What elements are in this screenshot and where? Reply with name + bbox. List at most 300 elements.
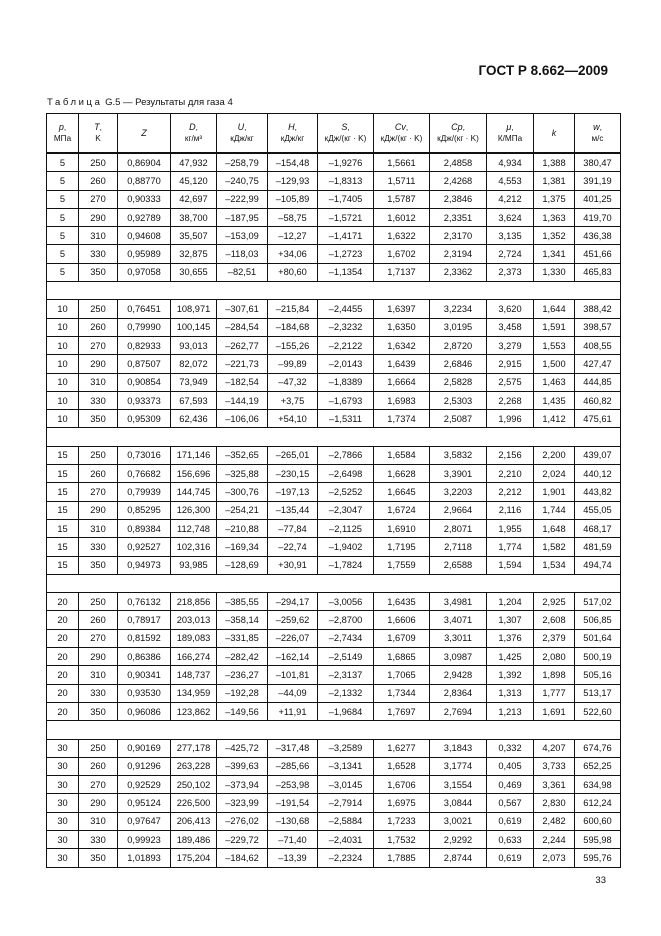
table-cell: 522,60 (575, 702, 621, 720)
table-cell: 1,412 (534, 410, 575, 428)
table-cell: 1,5661 (374, 153, 430, 172)
table-cell: 419,70 (575, 208, 621, 226)
table-cell: –58,75 (268, 208, 318, 226)
table-cell: 156,696 (171, 465, 217, 483)
table-cell: 2,3846 (430, 190, 487, 208)
table-cell: 330 (79, 538, 118, 556)
table-cell: 2,3194 (430, 245, 487, 263)
table-cell: 0,97058 (118, 263, 171, 281)
table-cell: +34,06 (268, 245, 318, 263)
table-cell: –2,7434 (318, 629, 374, 647)
table-cell: 10 (47, 336, 79, 354)
table-cell: 1,6350 (374, 318, 430, 336)
column-unit: МПа (53, 134, 72, 143)
table-cell: 1,7697 (374, 702, 430, 720)
table-cell: 440,12 (575, 465, 621, 483)
table-cell: –82,51 (217, 263, 268, 281)
table-cell: –2,3137 (318, 666, 374, 684)
table-cell: 2,7694 (430, 702, 487, 720)
table-cell: –259,62 (268, 611, 318, 629)
table-cell: –22,74 (268, 538, 318, 556)
table-cell: 1,6645 (374, 483, 430, 501)
table-cell: 270 (79, 190, 118, 208)
table-cell: 47,932 (171, 153, 217, 172)
table-cell: 3,620 (487, 300, 534, 318)
table-cell: 108,971 (171, 300, 217, 318)
table-cell: 2,8744 (430, 849, 487, 867)
table-cell: 350 (79, 849, 118, 867)
column-symbol: T (94, 122, 100, 132)
table-cell: 1,313 (487, 684, 534, 702)
table-cell: 1,6606 (374, 611, 430, 629)
table-cell: 1,6910 (374, 519, 430, 537)
table-row (47, 776, 621, 794)
table-cell: 0,85295 (118, 501, 171, 519)
table-row (47, 153, 621, 172)
table-cell: 500,19 (575, 648, 621, 666)
table-cell: –128,69 (217, 556, 268, 574)
table-cell: –2,5149 (318, 648, 374, 666)
table-cell: –2,5884 (318, 812, 374, 830)
table-cell: 3,2203 (430, 483, 487, 501)
table-cell: 218,856 (171, 593, 217, 611)
table-cell: 20 (47, 648, 79, 666)
table-cell: –99,89 (268, 355, 318, 373)
table-cell: –265,01 (268, 446, 318, 464)
table-cell: 2,080 (534, 648, 575, 666)
table-cell: 0,94973 (118, 556, 171, 574)
table-cell: 2,8071 (430, 519, 487, 537)
table-cell: 290 (79, 355, 118, 373)
table-cell: 250 (79, 739, 118, 757)
table-row (47, 519, 621, 537)
table-cell: –1,8313 (318, 172, 374, 190)
table-cell: 600,60 (575, 812, 621, 830)
table-cell: 1,6702 (374, 245, 430, 263)
table-cell: 2,212 (487, 483, 534, 501)
table-cell: 20 (47, 611, 79, 629)
caption-prefix: Таблица (47, 97, 103, 108)
column-unit: К/МПа (497, 134, 523, 143)
table-cell: 0,95124 (118, 794, 171, 812)
table-cell: –155,26 (268, 336, 318, 354)
column-header (534, 114, 575, 154)
table-cell: –399,63 (217, 757, 268, 775)
table-cell: 2,6588 (430, 556, 487, 574)
table-cell: 3,5832 (430, 446, 487, 464)
table-cell: 2,915 (487, 355, 534, 373)
table-cell: 634,98 (575, 776, 621, 794)
table-cell: 15 (47, 483, 79, 501)
table-cell: 1,6709 (374, 629, 430, 647)
table-cell: –1,2723 (318, 245, 374, 263)
table-cell: –2,4455 (318, 300, 374, 318)
table-cell: 0,79939 (118, 483, 171, 501)
table-cell: 1,6435 (374, 593, 430, 611)
table-cell: 0,95989 (118, 245, 171, 263)
table-cell: 20 (47, 684, 79, 702)
table-cell: 5 (47, 172, 79, 190)
table-cell: 2,116 (487, 501, 534, 519)
table-cell: 0,332 (487, 739, 534, 757)
table-row (47, 702, 621, 720)
table-cell: 20 (47, 629, 79, 647)
table-cell: 10 (47, 410, 79, 428)
table-cell: 0,86386 (118, 648, 171, 666)
table-cell: 3,0844 (430, 794, 487, 812)
table-row (47, 190, 621, 208)
table-cell: 0,95309 (118, 410, 171, 428)
table-row (47, 684, 621, 702)
table-cell: 15 (47, 501, 79, 519)
table-cell: 0,88770 (118, 172, 171, 190)
table-cell: 1,7344 (374, 684, 430, 702)
table-cell: 1,307 (487, 611, 534, 629)
page-number: 33 (595, 875, 606, 886)
table-cell: 501,64 (575, 629, 621, 647)
table-cell: 3,458 (487, 318, 534, 336)
table-cell: 595,98 (575, 830, 621, 848)
table-cell: –44,09 (268, 684, 318, 702)
table-cell: 30 (47, 794, 79, 812)
table-cell: –1,5311 (318, 410, 374, 428)
table-cell: –71,40 (268, 830, 318, 848)
table-cell: 310 (79, 519, 118, 537)
table-cell: 1,744 (534, 501, 575, 519)
table-cell: 3,0987 (430, 648, 487, 666)
table-cell: 260 (79, 611, 118, 629)
table-cell: –2,1125 (318, 519, 374, 537)
table-row (47, 172, 621, 190)
table-cell: 3,733 (534, 757, 575, 775)
table-cell: 481,59 (575, 538, 621, 556)
table-cell: 2,608 (534, 611, 575, 629)
table-cell: –240,75 (217, 172, 268, 190)
table-cell: 443,82 (575, 483, 621, 501)
table-cell: 1,213 (487, 702, 534, 720)
table-cell: 1,644 (534, 300, 575, 318)
table-cell: 38,700 (171, 208, 217, 226)
table-cell: –294,17 (268, 593, 318, 611)
table-cell: 15 (47, 538, 79, 556)
table-cell: 1,7532 (374, 830, 430, 848)
column-symbol: k (551, 127, 557, 138)
table-cell: 0,405 (487, 757, 534, 775)
table-cell: –162,14 (268, 648, 318, 666)
table-cell: +54,10 (268, 410, 318, 428)
table-cell: 475,61 (575, 410, 621, 428)
table-row (47, 611, 621, 629)
table-cell: 436,38 (575, 227, 621, 245)
table-cell: 0,81592 (118, 629, 171, 647)
table-cell: –2,2324 (318, 849, 374, 867)
table-cell: +30,91 (268, 556, 318, 574)
table-cell: 0,469 (487, 776, 534, 794)
table-cell: 1,6342 (374, 336, 430, 354)
table-cell: 350 (79, 702, 118, 720)
table-cell: 1,7137 (374, 263, 430, 281)
table-cell: 250 (79, 446, 118, 464)
table-cell: 1,425 (487, 648, 534, 666)
table-cell: 1,330 (534, 263, 575, 281)
table-cell: –144,19 (217, 391, 268, 409)
table-cell: –3,2589 (318, 739, 374, 757)
table-cell: 0,89384 (118, 519, 171, 537)
table-cell: 652,25 (575, 757, 621, 775)
table-cell: –47,32 (268, 373, 318, 391)
table-cell: 1,6628 (374, 465, 430, 483)
table-cell: 1,500 (534, 355, 575, 373)
table-cell: 398,57 (575, 318, 621, 336)
table-cell: 15 (47, 446, 79, 464)
table-cell: 0,90333 (118, 190, 171, 208)
table-cell: 0,90169 (118, 739, 171, 757)
table-cell: –2,8700 (318, 611, 374, 629)
table-row (47, 739, 621, 757)
table-cell: –105,89 (268, 190, 318, 208)
table-cell: 2,6846 (430, 355, 487, 373)
table-cell: 1,534 (534, 556, 575, 574)
table-cell: 3,0195 (430, 318, 487, 336)
results-table (46, 113, 621, 868)
table-cell: –153,09 (217, 227, 268, 245)
table-cell: 0,92789 (118, 208, 171, 226)
table-cell: 148,737 (171, 666, 217, 684)
table-cell: 401,25 (575, 190, 621, 208)
table-cell: –1,9402 (318, 538, 374, 556)
table-cell: 1,341 (534, 245, 575, 263)
column-unit: кг/м³ (184, 134, 203, 143)
table-cell: 93,985 (171, 556, 217, 574)
table-cell: 5 (47, 263, 79, 281)
column-header: w, м/с (575, 114, 621, 154)
table-cell: 2,482 (534, 812, 575, 830)
group-separator-row (47, 721, 621, 739)
table-cell: 0,86904 (118, 153, 171, 172)
table-cell: –210,88 (217, 519, 268, 537)
table-cell: 62,436 (171, 410, 217, 428)
table-cell: 2,379 (534, 629, 575, 647)
table-cell: 1,6724 (374, 501, 430, 519)
table-row (47, 465, 621, 483)
column-header: H, кДж/кг (268, 114, 318, 154)
column-unit: м/с (591, 134, 604, 143)
group-separator-row (47, 428, 621, 446)
separator-cell (47, 721, 621, 739)
table-cell: 1,996 (487, 410, 534, 428)
table-cell: 380,47 (575, 153, 621, 172)
table-cell: 2,024 (534, 465, 575, 483)
column-unit: кДж/кг (230, 134, 254, 143)
table-cell: –2,1332 (318, 684, 374, 702)
table-cell: 460,82 (575, 391, 621, 409)
table-cell: 2,073 (534, 849, 575, 867)
table-cell: 506,85 (575, 611, 621, 629)
table-cell: 2,5828 (430, 373, 487, 391)
table-cell: –3,0145 (318, 776, 374, 794)
table-cell: 1,363 (534, 208, 575, 226)
table-cell: 290 (79, 501, 118, 519)
table-cell: 100,145 (171, 318, 217, 336)
table-cell: –229,72 (217, 830, 268, 848)
table-cell: 250,102 (171, 776, 217, 794)
table-cell: 468,17 (575, 519, 621, 537)
table-cell: 260 (79, 318, 118, 336)
table-cell: 2,5087 (430, 410, 487, 428)
table-cell: 505,16 (575, 666, 621, 684)
table-row (47, 300, 621, 318)
column-symbol: H (288, 122, 295, 132)
table-cell: –358,14 (217, 611, 268, 629)
table-cell: 2,3351 (430, 208, 487, 226)
table-cell: –300,76 (217, 483, 268, 501)
table-cell: 1,5787 (374, 190, 430, 208)
table-cell: 189,083 (171, 629, 217, 647)
table-cell: 427,47 (575, 355, 621, 373)
table-cell: +11,91 (268, 702, 318, 720)
table-cell: 30 (47, 739, 79, 757)
table-cell: 1,901 (534, 483, 575, 501)
table-cell: 5 (47, 153, 79, 172)
table-cell: 45,120 (171, 172, 217, 190)
table-cell: 350 (79, 556, 118, 574)
table-cell: –1,8389 (318, 373, 374, 391)
table-cell: –1,9684 (318, 702, 374, 720)
table-cell: 250 (79, 153, 118, 172)
column-header: p, МПа (47, 114, 79, 154)
table-cell: –135,44 (268, 501, 318, 519)
table-cell: 15 (47, 519, 79, 537)
table-cell: 0,97647 (118, 812, 171, 830)
table-cell: –184,62 (217, 849, 268, 867)
table-cell: –215,84 (268, 300, 318, 318)
table-cell: –1,5721 (318, 208, 374, 226)
table-cell: 2,724 (487, 245, 534, 263)
table-row (47, 208, 621, 226)
table-row (47, 318, 621, 336)
table-cell: 42,697 (171, 190, 217, 208)
table-cell: –373,94 (217, 776, 268, 794)
table-cell: 1,6397 (374, 300, 430, 318)
table-cell: –221,73 (217, 355, 268, 373)
table-cell: 0,79990 (118, 318, 171, 336)
table-cell: 2,156 (487, 446, 534, 464)
table-cell: 2,9292 (430, 830, 487, 848)
table-body (47, 153, 621, 867)
table-cell: 134,959 (171, 684, 217, 702)
table-cell: 175,204 (171, 849, 217, 867)
column-header: D, кг/м³ (171, 114, 217, 154)
table-cell: 1,463 (534, 373, 575, 391)
table-cell: –262,77 (217, 336, 268, 354)
table-cell: –2,7914 (318, 794, 374, 812)
table-cell: 270 (79, 336, 118, 354)
table-cell: 1,6012 (374, 208, 430, 226)
table-cell: 144,745 (171, 483, 217, 501)
table-cell: 0,93530 (118, 684, 171, 702)
table-cell: 0,76451 (118, 300, 171, 318)
table-cell: 1,388 (534, 153, 575, 172)
table-cell: 1,6865 (374, 648, 430, 666)
table-cell: –285,66 (268, 757, 318, 775)
table-cell: 226,500 (171, 794, 217, 812)
table-cell: –2,6498 (318, 465, 374, 483)
table-cell: 1,392 (487, 666, 534, 684)
table-cell: 10 (47, 318, 79, 336)
table-cell: 2,8720 (430, 336, 487, 354)
table-cell: 1,6664 (374, 373, 430, 391)
table-cell: –425,72 (217, 739, 268, 757)
table-cell: 310 (79, 666, 118, 684)
table-cell: 2,9664 (430, 501, 487, 519)
table-cell: 2,5303 (430, 391, 487, 409)
table-cell: 439,07 (575, 446, 621, 464)
table-cell: 126,300 (171, 501, 217, 519)
table-cell: 0,92529 (118, 776, 171, 794)
table-cell: 5 (47, 190, 79, 208)
table-cell: 1,376 (487, 629, 534, 647)
table-cell: 517,02 (575, 593, 621, 611)
table-cell: 1,5711 (374, 172, 430, 190)
table-cell: 2,575 (487, 373, 534, 391)
table-cell: 0,91296 (118, 757, 171, 775)
table-row (47, 263, 621, 281)
table-cell: 1,6528 (374, 757, 430, 775)
table-cell: –307,61 (217, 300, 268, 318)
table-cell: –1,7824 (318, 556, 374, 574)
table-cell: 1,7195 (374, 538, 430, 556)
table-cell: 67,593 (171, 391, 217, 409)
table-cell: 20 (47, 666, 79, 684)
table-cell: 0,76682 (118, 465, 171, 483)
table-row (47, 245, 621, 263)
table-cell: 465,83 (575, 263, 621, 281)
column-header: T, K (79, 114, 118, 154)
table-row (47, 446, 621, 464)
table-cell: 112,748 (171, 519, 217, 537)
table-cell: 3,1554 (430, 776, 487, 794)
table-cell: 10 (47, 373, 79, 391)
table-cell: 674,76 (575, 739, 621, 757)
table-cell: 30,655 (171, 263, 217, 281)
table-cell: –106,06 (217, 410, 268, 428)
table-cell: 10 (47, 300, 79, 318)
table-cell: 0,87507 (118, 355, 171, 373)
table-cell: 4,212 (487, 190, 534, 208)
table-cell: –118,03 (217, 245, 268, 263)
table-cell: 350 (79, 410, 118, 428)
table-cell: –129,93 (268, 172, 318, 190)
column-header: Cv, кДж/(кг · K) (374, 114, 430, 154)
table-cell: 0,94608 (118, 227, 171, 245)
column-symbol: D (189, 122, 196, 132)
table-cell: 3,135 (487, 227, 534, 245)
table-cell: –230,15 (268, 465, 318, 483)
table-cell: 1,6277 (374, 739, 430, 757)
table-cell: 2,4858 (430, 153, 487, 172)
column-unit: кДж/(кг · K) (324, 134, 367, 143)
table-cell: 2,925 (534, 593, 575, 611)
table-cell: –317,48 (268, 739, 318, 757)
table-cell: 388,42 (575, 300, 621, 318)
table-cell: 1,553 (534, 336, 575, 354)
table-cell: 612,24 (575, 794, 621, 812)
table-cell: –1,1354 (318, 263, 374, 281)
table-header-row (47, 114, 621, 154)
table-cell: 10 (47, 391, 79, 409)
table-cell: 2,373 (487, 263, 534, 281)
table-cell: 123,862 (171, 702, 217, 720)
